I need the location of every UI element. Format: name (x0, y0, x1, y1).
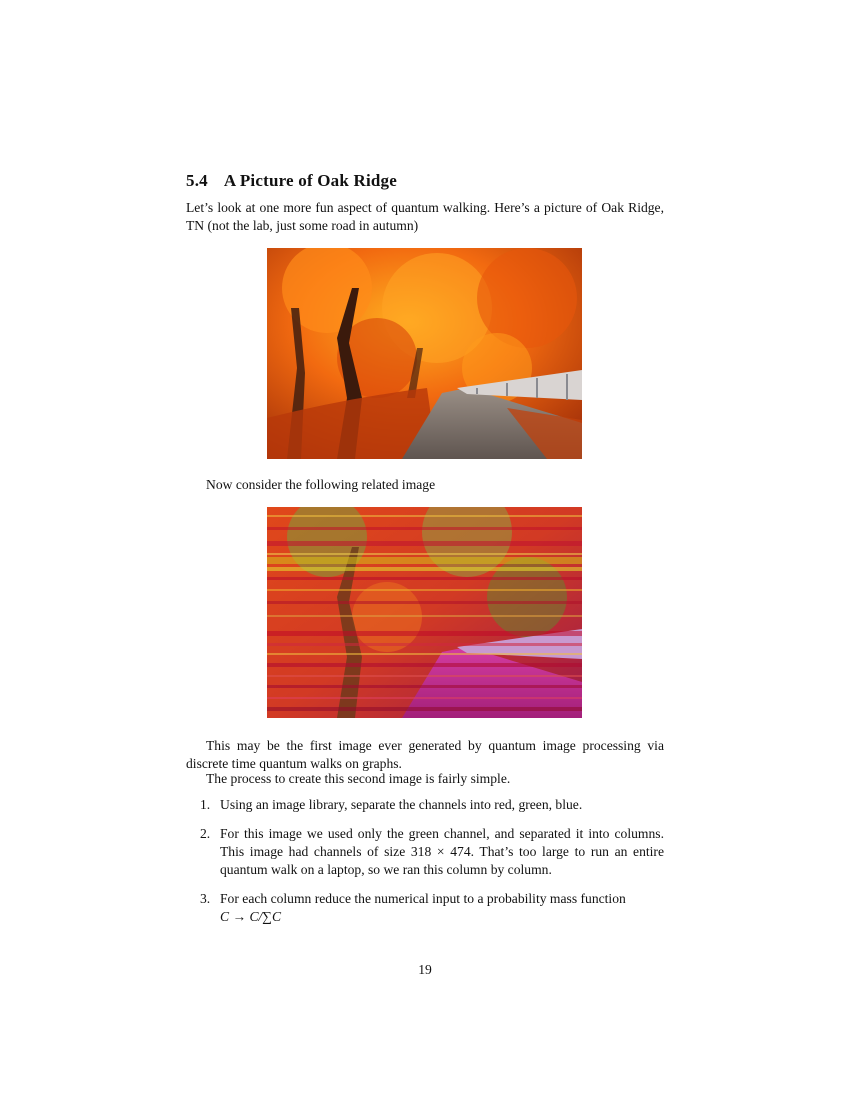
step-number: 3. (200, 891, 211, 906)
section-title: A Picture of Oak Ridge (223, 171, 397, 190)
process-steps-list (200, 796, 664, 937)
page-number: 19 (418, 962, 432, 977)
quantum-processed-photo (267, 507, 582, 718)
step-number: 1. (200, 797, 211, 812)
transition-text: Now consider the following related image (206, 477, 436, 492)
intro-paragraph: Let’s look at one more fun aspect of quantum walking. Here’s a picture of Oak Ridge, TN (not the lab, just some road in autumn) (186, 200, 664, 233)
body-paragraph-2: The process to create this second image is fairly simple. (206, 771, 511, 786)
section-number: 5.4 (186, 171, 208, 190)
step-number: 2. (200, 826, 211, 841)
list-item (200, 796, 664, 814)
body-paragraph-1: This may be the first image ever generated by quantum image processing via discrete time quantum walks on graphs. (186, 738, 664, 771)
list-item (200, 890, 664, 926)
section-heading (186, 171, 397, 191)
list-item (200, 825, 664, 879)
step-text: For this image we used only the green channel, and separated it into columns. This image had channels of size 318 × 474. That’s too large to run an entire quantum walk on a laptop, so we ran this column by column. (220, 826, 664, 877)
step-math: C → C/∑C (220, 909, 282, 924)
step-text: For each column reduce the numerical input to a probability mass function (220, 891, 626, 906)
step-text: Using an image library, separate the channels into red, green, blue. (220, 797, 583, 812)
autumn-road-photo (267, 248, 582, 459)
